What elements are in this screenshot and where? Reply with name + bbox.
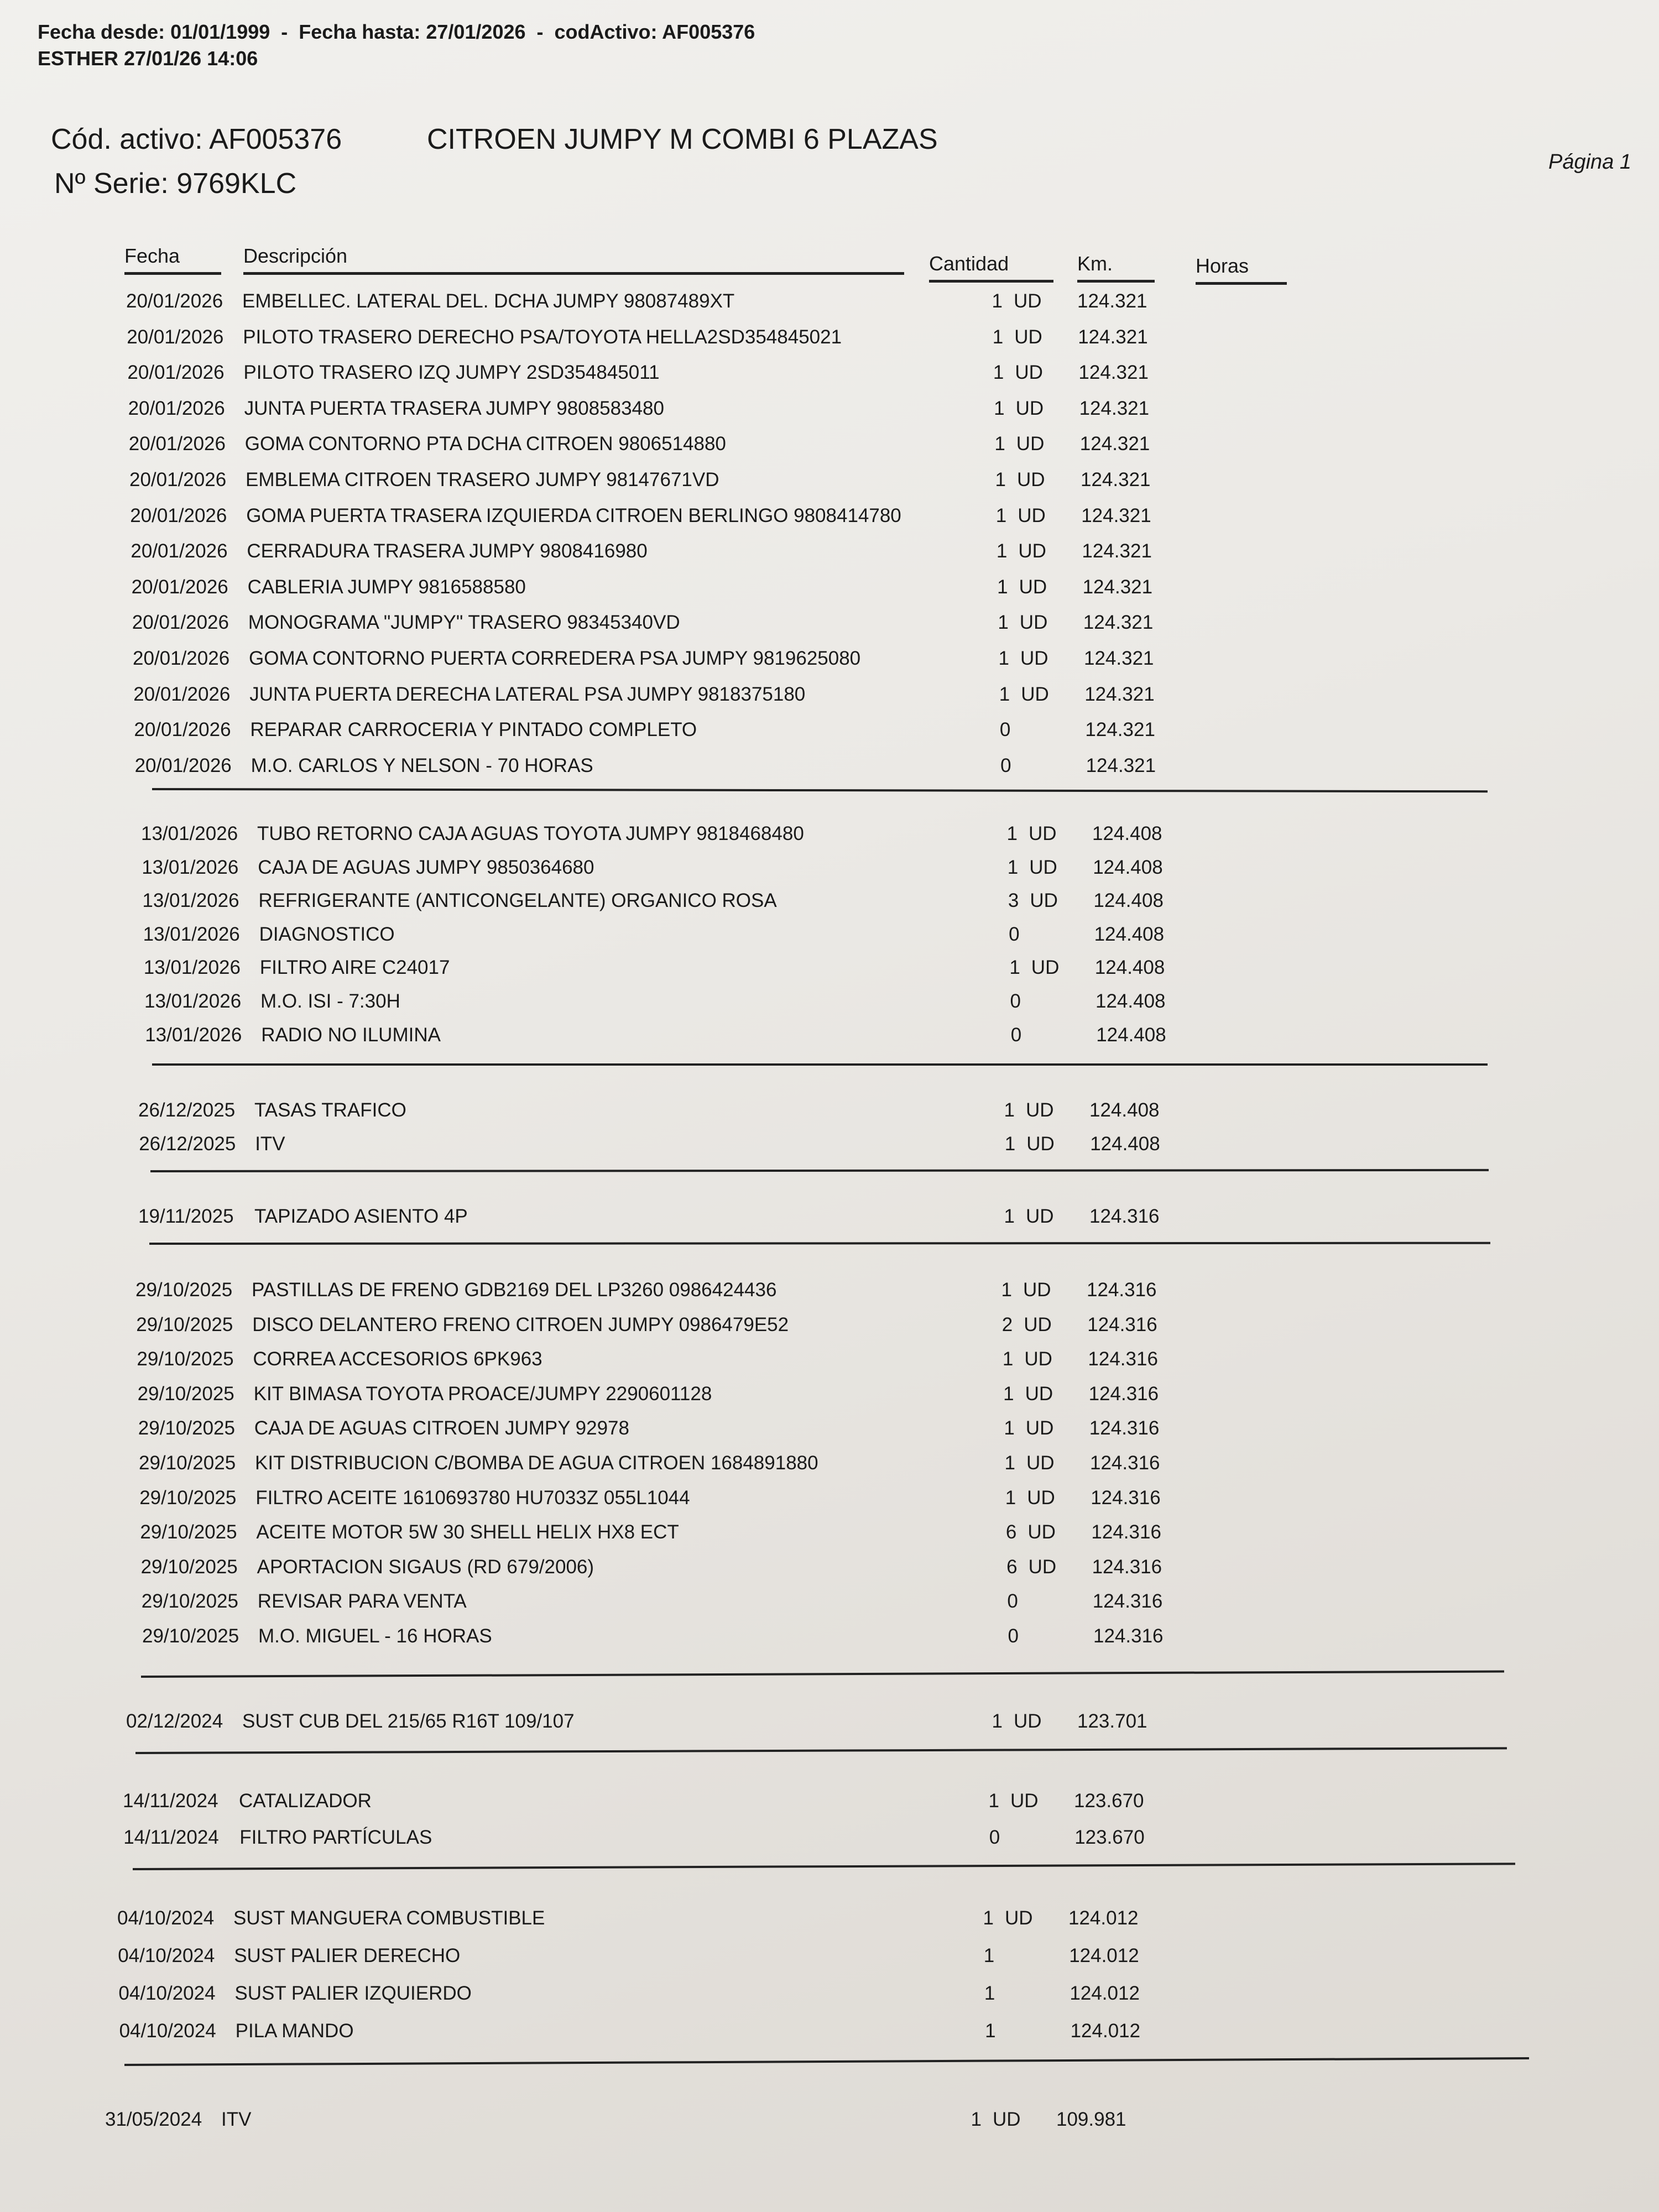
row-date: 29/10/2025 bbox=[135, 1279, 233, 1301]
row-date: 20/01/2026 bbox=[128, 397, 225, 419]
row-quantity: 0 bbox=[1010, 1024, 1022, 1046]
row-quantity: 6 bbox=[1005, 1521, 1017, 1543]
row-date: 13/01/2026 bbox=[141, 823, 238, 844]
row-quantity: 1 bbox=[971, 2109, 982, 2130]
row-description: PASTILLAS DE FRENO GDB2169 DEL LP3260 0986424436 bbox=[252, 1279, 777, 1301]
row-quantity: 1 bbox=[1001, 1279, 1012, 1301]
row-description: ACEITE MOTOR 5W 30 SHELL HELIX HX8 ECT bbox=[256, 1521, 679, 1543]
row-unit: UD bbox=[1020, 648, 1048, 669]
row-quantity: 1 bbox=[985, 2020, 996, 2042]
row-unit: UD bbox=[1017, 469, 1045, 491]
row-unit: UD bbox=[1005, 1907, 1033, 1929]
row-date: 14/11/2024 bbox=[123, 1827, 219, 1848]
row-date: 29/10/2025 bbox=[137, 1348, 234, 1370]
row-quantity: 0 bbox=[999, 719, 1011, 741]
report-user-line: ESTHER 27/01/26 14:06 bbox=[38, 47, 258, 70]
row-date: 20/01/2026 bbox=[127, 326, 224, 348]
row-km: 124.316 bbox=[1090, 1452, 1160, 1474]
row-km: 124.408 bbox=[1095, 990, 1166, 1012]
row-description: APORTACION SIGAUS (RD 679/2006) bbox=[257, 1556, 594, 1578]
row-description: GOMA PUERTA TRASERA IZQUIERDA CITROEN BERLINGO 9808414780 bbox=[246, 504, 901, 526]
row-unit: UD bbox=[1027, 1486, 1055, 1509]
group-separator bbox=[124, 2057, 1529, 2066]
row-km: 124.321 bbox=[1079, 433, 1150, 455]
row-date: 20/01/2026 bbox=[134, 754, 232, 776]
row-unit: UD bbox=[1014, 326, 1042, 348]
row-quantity: 0 bbox=[1000, 754, 1011, 776]
row-unit: UD bbox=[1018, 540, 1046, 562]
row-quantity: 1 bbox=[1002, 1348, 1014, 1370]
row-km: 124.408 bbox=[1094, 957, 1165, 979]
row-date: 20/01/2026 bbox=[134, 719, 231, 741]
row-description: CERRADURA TRASERA JUMPY 9808416980 bbox=[247, 540, 648, 562]
row-unit: UD bbox=[1021, 683, 1049, 705]
row-description: CATALIZADOR bbox=[239, 1790, 372, 1812]
row-description: TAPIZADO ASIENTO 4P bbox=[254, 1206, 468, 1227]
row-km: 124.316 bbox=[1087, 1279, 1157, 1301]
row-unit: UD bbox=[993, 2109, 1021, 2130]
row-date: 13/01/2026 bbox=[145, 1024, 242, 1046]
row-km: 124.012 bbox=[1070, 2020, 1141, 2042]
row-quantity: 1 bbox=[995, 504, 1007, 526]
row-km: 124.321 bbox=[1081, 469, 1151, 491]
row-unit: UD bbox=[1029, 823, 1057, 844]
row-km: 124.316 bbox=[1088, 1348, 1158, 1370]
group-separator bbox=[135, 1747, 1507, 1754]
row-unit: UD bbox=[1026, 1206, 1054, 1227]
row-date: 20/01/2026 bbox=[133, 648, 230, 669]
row-unit: UD bbox=[1025, 1417, 1054, 1439]
row-description: REVISAR PARA VENTA bbox=[257, 1590, 467, 1613]
row-date: 19/11/2025 bbox=[138, 1206, 234, 1227]
row-date: 26/12/2025 bbox=[138, 1099, 236, 1121]
row-description: SUST PALIER IZQUIERDO bbox=[234, 1983, 472, 2004]
row-quantity: 1 bbox=[995, 469, 1006, 491]
row-date: 29/10/2025 bbox=[141, 1590, 238, 1613]
row-quantity: 1 bbox=[1007, 856, 1019, 878]
row-km: 124.408 bbox=[1093, 856, 1163, 878]
row-km: 124.321 bbox=[1079, 397, 1150, 419]
column-header-description: Descripción bbox=[243, 244, 904, 275]
group-separator bbox=[152, 788, 1488, 792]
row-km: 124.012 bbox=[1069, 1945, 1139, 1966]
row-quantity: 1 bbox=[1004, 1133, 1016, 1155]
row-description: PILOTO TRASERO DERECHO PSA/TOYOTA HELLA2SD354845021 bbox=[243, 326, 842, 348]
row-quantity: 1 bbox=[997, 576, 1008, 598]
column-header-hours: Horas bbox=[1196, 254, 1287, 285]
row-km: 124.408 bbox=[1094, 923, 1165, 945]
group-separator bbox=[149, 1242, 1490, 1245]
row-description: REFRIGERANTE (ANTICONGELANTE) ORGANICO ROSA bbox=[258, 890, 777, 912]
row-description: SUST PALIER DERECHO bbox=[234, 1945, 461, 1966]
row-km: 124.316 bbox=[1092, 1556, 1162, 1578]
row-unit: UD bbox=[1025, 1383, 1053, 1405]
row-description: DIAGNOSTICO bbox=[259, 923, 395, 945]
row-quantity: 0 bbox=[1008, 1625, 1019, 1647]
row-description: FILTRO AIRE C24017 bbox=[259, 957, 450, 979]
row-date: 20/01/2026 bbox=[131, 576, 228, 598]
row-quantity: 1 bbox=[998, 612, 1009, 634]
row-description: MONOGRAMA "JUMPY" TRASERO 98345340VD bbox=[248, 612, 680, 634]
row-km: 124.321 bbox=[1077, 290, 1147, 312]
row-description: JUNTA PUERTA TRASERA JUMPY 9808583480 bbox=[244, 397, 664, 419]
row-km: 124.012 bbox=[1068, 1907, 1139, 1929]
row-unit: UD bbox=[1018, 504, 1046, 526]
row-unit: UD bbox=[1026, 1133, 1055, 1155]
row-date: 29/10/2025 bbox=[140, 1521, 237, 1543]
row-unit: UD bbox=[1019, 612, 1048, 634]
row-description: TUBO RETORNO CAJA AGUAS TOYOTA JUMPY 9818468480 bbox=[257, 823, 804, 844]
row-date: 20/01/2026 bbox=[126, 290, 223, 312]
row-km: 124.316 bbox=[1089, 1206, 1160, 1227]
row-date: 20/01/2026 bbox=[131, 540, 228, 562]
row-unit: UD bbox=[1028, 1556, 1057, 1578]
row-unit: UD bbox=[1031, 957, 1060, 979]
row-description: REPARAR CARROCERIA Y PINTADO COMPLETO bbox=[250, 719, 697, 741]
row-date: 13/01/2026 bbox=[143, 957, 241, 979]
row-date: 13/01/2026 bbox=[144, 990, 242, 1012]
row-km: 124.316 bbox=[1091, 1486, 1161, 1509]
row-quantity: 1 bbox=[992, 290, 1003, 312]
row-date: 29/10/2025 bbox=[137, 1383, 234, 1405]
row-description: GOMA CONTORNO PTA DCHA CITROEN 9806514880 bbox=[244, 433, 726, 455]
column-header-quantity: Cantidad bbox=[929, 252, 1053, 283]
row-km: 124.316 bbox=[1091, 1521, 1161, 1543]
row-date: 04/10/2024 bbox=[119, 2020, 216, 2042]
row-quantity: 0 bbox=[1009, 923, 1020, 945]
row-description: ITV bbox=[221, 2109, 252, 2130]
group-separator bbox=[141, 1671, 1504, 1678]
row-description: SUST CUB DEL 215/65 R16T 109/107 bbox=[242, 1710, 575, 1732]
row-quantity: 1 bbox=[1005, 1486, 1016, 1509]
row-km: 124.316 bbox=[1093, 1625, 1164, 1647]
row-date: 13/01/2026 bbox=[142, 856, 239, 878]
column-header-date: Fecha bbox=[124, 244, 221, 275]
asset-serial: Nº Serie: 9769KLC bbox=[54, 168, 297, 200]
row-quantity: 1 bbox=[1003, 1383, 1014, 1405]
row-km: 124.321 bbox=[1086, 754, 1156, 776]
row-unit: UD bbox=[1015, 362, 1043, 384]
row-description: ITV bbox=[255, 1133, 285, 1155]
row-description: CORREA ACCESORIOS 6PK963 bbox=[253, 1348, 542, 1370]
row-unit: UD bbox=[1023, 1279, 1051, 1301]
row-quantity: 2 bbox=[1001, 1313, 1013, 1335]
row-quantity: 1 bbox=[1004, 1452, 1015, 1474]
row-description: FILTRO PARTÍCULAS bbox=[239, 1827, 432, 1848]
row-date: 31/05/2024 bbox=[105, 2109, 202, 2130]
row-unit: UD bbox=[1019, 576, 1047, 598]
row-quantity: 1 bbox=[999, 683, 1010, 705]
row-km: 124.321 bbox=[1078, 326, 1148, 348]
page-number: Página 1 bbox=[1548, 150, 1632, 174]
row-km: 124.321 bbox=[1085, 719, 1155, 741]
row-date: 02/12/2024 bbox=[126, 1710, 223, 1732]
row-quantity: 1 bbox=[1004, 1206, 1015, 1227]
row-km: 124.408 bbox=[1093, 890, 1164, 912]
row-description: SUST MANGUERA COMBUSTIBLE bbox=[233, 1907, 545, 1929]
column-header-km: Km. bbox=[1077, 252, 1155, 283]
row-quantity: 0 bbox=[1007, 1590, 1018, 1613]
row-date: 04/10/2024 bbox=[118, 1945, 215, 1966]
row-unit: UD bbox=[1027, 1521, 1056, 1543]
row-date: 20/01/2026 bbox=[133, 683, 231, 705]
row-quantity: 1 bbox=[983, 1945, 995, 1966]
row-description: DISCO DELANTERO FRENO CITROEN JUMPY 0986479E52 bbox=[252, 1313, 789, 1335]
row-km: 124.316 bbox=[1087, 1313, 1157, 1335]
row-quantity: 3 bbox=[1008, 890, 1019, 912]
row-unit: UD bbox=[1010, 1790, 1039, 1812]
row-km: 124.408 bbox=[1090, 1133, 1160, 1155]
row-km: 123.701 bbox=[1077, 1710, 1147, 1732]
row-date: 04/10/2024 bbox=[117, 1907, 215, 1929]
row-quantity: 1 bbox=[992, 1710, 1003, 1732]
row-km: 124.408 bbox=[1096, 1024, 1166, 1046]
row-unit: UD bbox=[1030, 890, 1058, 912]
row-km: 124.316 bbox=[1092, 1590, 1163, 1613]
row-description: EMBELLEC. LATERAL DEL. DCHA JUMPY 98087489XT bbox=[242, 290, 735, 312]
row-km: 109.981 bbox=[1056, 2109, 1126, 2130]
row-km: 124.408 bbox=[1092, 823, 1162, 844]
row-date: 20/01/2026 bbox=[129, 469, 227, 491]
row-date: 13/01/2026 bbox=[143, 923, 240, 945]
row-date: 20/01/2026 bbox=[128, 433, 226, 455]
row-unit: UD bbox=[1026, 1452, 1055, 1474]
row-quantity: 1 bbox=[1004, 1417, 1015, 1439]
row-description: EMBLEMA CITROEN TRASERO JUMPY 98147671VD bbox=[246, 469, 719, 491]
row-km: 124.408 bbox=[1089, 1099, 1160, 1121]
row-quantity: 1 bbox=[994, 433, 1005, 455]
row-km: 124.321 bbox=[1081, 504, 1151, 526]
row-unit: UD bbox=[1016, 433, 1045, 455]
row-date: 29/10/2025 bbox=[140, 1556, 238, 1578]
row-description: GOMA CONTORNO PUERTA CORREDERA PSA JUMPY 9819625080 bbox=[249, 648, 861, 669]
row-quantity: 1 bbox=[998, 648, 1009, 669]
row-quantity: 0 bbox=[1010, 990, 1021, 1012]
row-quantity: 1 bbox=[984, 1983, 995, 2004]
row-date: 29/10/2025 bbox=[138, 1417, 235, 1439]
row-km: 124.321 bbox=[1084, 683, 1155, 705]
row-km: 124.321 bbox=[1078, 362, 1149, 384]
row-quantity: 1 bbox=[993, 362, 1004, 384]
row-date: 29/10/2025 bbox=[139, 1486, 237, 1509]
row-quantity: 6 bbox=[1006, 1556, 1018, 1578]
row-description: CAJA DE AGUAS JUMPY 9850364680 bbox=[258, 856, 594, 878]
row-quantity: 1 bbox=[996, 540, 1008, 562]
row-km: 124.321 bbox=[1084, 648, 1154, 669]
row-date: 20/01/2026 bbox=[130, 504, 227, 526]
row-unit: UD bbox=[1014, 1710, 1042, 1732]
row-unit: UD bbox=[1014, 290, 1042, 312]
row-date: 29/10/2025 bbox=[142, 1625, 239, 1647]
row-description: CAJA DE AGUAS CITROEN JUMPY 92978 bbox=[254, 1417, 629, 1439]
group-separator bbox=[150, 1169, 1489, 1172]
row-km: 124.316 bbox=[1089, 1417, 1160, 1439]
row-quantity: 1 bbox=[983, 1907, 994, 1929]
row-km: 124.321 bbox=[1082, 576, 1153, 598]
row-date: 20/01/2026 bbox=[127, 362, 225, 384]
asset-name: CITROEN JUMPY M COMBI 6 PLAZAS bbox=[427, 123, 938, 155]
row-unit: UD bbox=[1029, 856, 1057, 878]
row-description: PILOTO TRASERO IZQ JUMPY 2SD354845011 bbox=[243, 362, 660, 384]
row-description: M.O. CARLOS Y NELSON - 70 HORAS bbox=[251, 754, 593, 776]
row-description: KIT DISTRIBUCION C/BOMBA DE AGUA CITROEN 1684891880 bbox=[255, 1452, 818, 1474]
group-separator bbox=[152, 1063, 1488, 1066]
row-unit: UD bbox=[1024, 1313, 1052, 1335]
row-description: KIT BIMASA TOYOTA PROACE/JUMPY 2290601128 bbox=[253, 1383, 712, 1405]
row-description: M.O. MIGUEL - 16 HORAS bbox=[258, 1625, 492, 1647]
row-date: 20/01/2026 bbox=[132, 612, 229, 634]
row-quantity: 1 bbox=[988, 1790, 999, 1812]
row-unit: UD bbox=[1024, 1348, 1052, 1370]
row-date: 29/10/2025 bbox=[139, 1452, 236, 1474]
row-quantity: 1 bbox=[1006, 823, 1018, 844]
row-km: 123.670 bbox=[1074, 1827, 1145, 1848]
row-km: 124.321 bbox=[1083, 612, 1154, 634]
row-km: 124.316 bbox=[1088, 1383, 1159, 1405]
row-km: 124.321 bbox=[1082, 540, 1152, 562]
row-quantity: 1 bbox=[1004, 1099, 1015, 1121]
row-unit: UD bbox=[1015, 397, 1044, 419]
row-quantity: 1 bbox=[994, 397, 1005, 419]
row-description: FILTRO ACEITE 1610693780 HU7033Z 055L1044 bbox=[255, 1486, 690, 1509]
row-km: 124.012 bbox=[1070, 1983, 1140, 2004]
asset-code: Cód. activo: AF005376 bbox=[51, 123, 342, 155]
row-quantity: 0 bbox=[989, 1827, 1000, 1848]
row-date: 29/10/2025 bbox=[136, 1313, 233, 1335]
row-description: CABLERIA JUMPY 9816588580 bbox=[247, 576, 526, 598]
row-description: M.O. ISI - 7:30H bbox=[260, 990, 400, 1012]
report-filter-line: Fecha desde: 01/01/1999 - Fecha hasta: 27/01/2026 - codActivo: AF005376 bbox=[38, 20, 755, 43]
row-quantity: 1 bbox=[992, 326, 1004, 348]
row-description: TASAS TRAFICO bbox=[254, 1099, 406, 1121]
row-km: 123.670 bbox=[1074, 1790, 1144, 1812]
row-date: 14/11/2024 bbox=[123, 1790, 218, 1812]
row-date: 13/01/2026 bbox=[142, 890, 239, 912]
row-quantity: 1 bbox=[1009, 957, 1020, 979]
row-unit: UD bbox=[1026, 1099, 1054, 1121]
row-description: RADIO NO ILUMINA bbox=[261, 1024, 441, 1046]
row-description: JUNTA PUERTA DERECHA LATERAL PSA JUMPY 9818375180 bbox=[249, 683, 806, 705]
row-date: 26/12/2025 bbox=[139, 1133, 236, 1155]
row-description: PILA MANDO bbox=[235, 2020, 354, 2042]
group-separator bbox=[133, 1863, 1515, 1870]
row-date: 04/10/2024 bbox=[118, 1983, 216, 2004]
